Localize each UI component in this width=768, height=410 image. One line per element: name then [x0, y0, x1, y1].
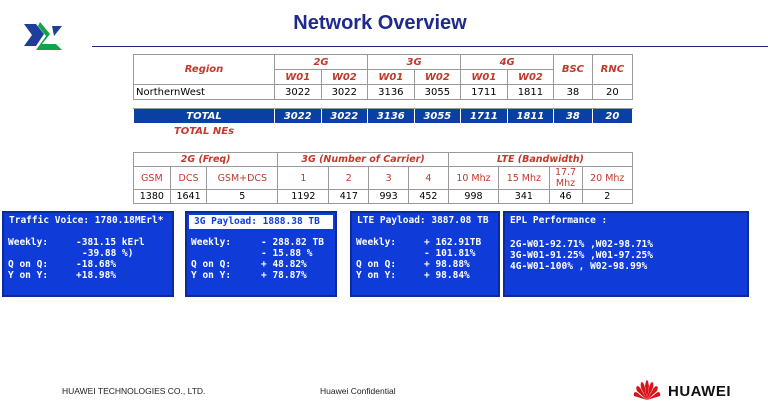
cell: 417 — [329, 190, 369, 204]
cell: 1811 — [507, 109, 554, 124]
qoq-value: + 48.82% — [261, 259, 307, 270]
header-3g-carrier: 3G (Number of Carrier) — [278, 153, 449, 167]
qoq-value: + 98.88% — [424, 259, 470, 270]
cell: 1811 — [507, 85, 554, 100]
cell: 5 — [207, 190, 278, 204]
payload-3g-header: 3G Payload: 1888.38 TB — [189, 215, 333, 229]
header-bsc: BSC — [554, 55, 593, 85]
cell: 2 — [582, 190, 632, 204]
weekly-label: Weekly: — [191, 237, 232, 248]
weekly-value: -381.15 kErl — [76, 237, 145, 248]
qoq-label: Q on Q: — [8, 259, 49, 270]
weekly-percent: - 101.81% — [424, 248, 476, 259]
epl-line-2g: 2G-W01-92.71% ,W02-98.71% — [510, 239, 653, 250]
sub-header: 10 Mhz — [448, 167, 498, 190]
sub-header: W02 — [414, 70, 461, 85]
sub-header: 1 — [278, 167, 329, 190]
cell: 3136 — [368, 85, 415, 100]
cell: 20 — [592, 109, 632, 124]
qoq-value: -18.68% — [76, 259, 117, 270]
payload-lte-panel — [350, 211, 500, 297]
sub-header: W02 — [507, 70, 554, 85]
cell: 3022 — [275, 85, 322, 100]
footer-confidential: Huawei Confidential — [320, 386, 396, 396]
cell: 998 — [448, 190, 498, 204]
epl-performance-panel — [503, 211, 749, 297]
header-lte-bandwidth: LTE (Bandwidth) — [448, 153, 632, 167]
cell: 3022 — [321, 85, 368, 100]
cell: 1711 — [461, 109, 508, 124]
qoq-label: Q on Q: — [356, 259, 397, 270]
yoy-value: + 78.87% — [261, 270, 307, 281]
cell: 46 — [549, 190, 582, 204]
weekly-label: Weekly: — [8, 237, 49, 248]
huawei-brand: HUAWEI — [668, 383, 731, 400]
weekly-percent: - 15.88 % — [261, 248, 313, 259]
epl-line-3g: 3G-W01-91.25% ,W01-97.25% — [510, 250, 653, 261]
cell: 1711 — [461, 85, 508, 100]
cell: 38 — [554, 109, 593, 124]
header-rnc: RNC — [592, 55, 632, 85]
sub-header: 2 — [329, 167, 369, 190]
header-2g-freq: 2G (Freq) — [134, 153, 278, 167]
region-table — [133, 54, 633, 138]
cell: 3022 — [275, 109, 322, 124]
qoq-label: Q on Q: — [191, 259, 232, 270]
cell: 38 — [554, 85, 593, 100]
yoy-label: Y on Y: — [356, 270, 397, 281]
spectrum-table — [133, 152, 633, 204]
cell: 3055 — [414, 85, 461, 100]
sub-header: 15 Mhz — [499, 167, 549, 190]
sub-header: W01 — [368, 70, 415, 85]
sub-header: 17.7 Mhz — [549, 167, 582, 190]
cell: 3136 — [368, 109, 415, 124]
weekly-percent: -39.88 %) — [82, 248, 134, 259]
cell: 1192 — [278, 190, 329, 204]
cell: 1380 — [134, 190, 171, 204]
payload-3g-panel — [185, 211, 337, 297]
sub-header: W01 — [275, 70, 322, 85]
yoy-label: Y on Y: — [8, 270, 49, 281]
table-row — [134, 85, 633, 100]
weekly-value: - 288.82 TB — [261, 237, 324, 248]
traffic-voice-header: Traffic Voice: 1780.18MErl* — [9, 215, 164, 226]
total-row — [134, 109, 633, 124]
cell: 1641 — [170, 190, 207, 204]
weekly-label: Weekly: — [356, 237, 397, 248]
title-divider — [92, 46, 768, 47]
sub-header: 3 — [369, 167, 409, 190]
cell: 3022 — [321, 109, 368, 124]
epl-header: EPL Performance : — [510, 215, 608, 226]
payload-lte-header: LTE Payload: 3887.08 TB — [357, 215, 489, 226]
traffic-voice-panel — [2, 211, 174, 297]
footer-company: HUAWEI TECHNOLOGIES CO., LTD. — [62, 386, 206, 396]
sub-header: W01 — [461, 70, 508, 85]
header-4g: 4G — [461, 55, 554, 70]
sub-header: GSM+DCS — [207, 167, 278, 190]
total-label: TOTAL — [134, 109, 275, 124]
cell: 341 — [499, 190, 549, 204]
sub-header: GSM — [134, 167, 171, 190]
weekly-value: + 162.91TB — [424, 237, 482, 248]
page-title: Network Overview — [293, 12, 467, 34]
yoy-label: Y on Y: — [191, 270, 232, 281]
cell: 20 — [592, 85, 632, 100]
table-row — [134, 190, 633, 204]
sub-header: 20 Mhz — [582, 167, 632, 190]
cell: 452 — [408, 190, 448, 204]
epl-line-4g: 4G-W01-100% , W02-98.99% — [510, 261, 648, 272]
xl-logo-icon — [22, 20, 70, 52]
sub-header: 4 — [408, 167, 448, 190]
total-nes-label: TOTAL NEs — [173, 125, 235, 137]
region-header: Region — [134, 55, 275, 85]
header-3g: 3G — [368, 55, 461, 70]
sub-header: W02 — [321, 70, 368, 85]
region-name: NorthernWest — [134, 85, 275, 100]
huawei-flower-icon — [632, 378, 662, 402]
cell: 3055 — [414, 109, 461, 124]
header-2g: 2G — [275, 55, 368, 70]
yoy-value: + 98.84% — [424, 270, 470, 281]
yoy-value: +18.98% — [76, 270, 117, 281]
sub-header: DCS — [170, 167, 207, 190]
cell: 993 — [369, 190, 409, 204]
